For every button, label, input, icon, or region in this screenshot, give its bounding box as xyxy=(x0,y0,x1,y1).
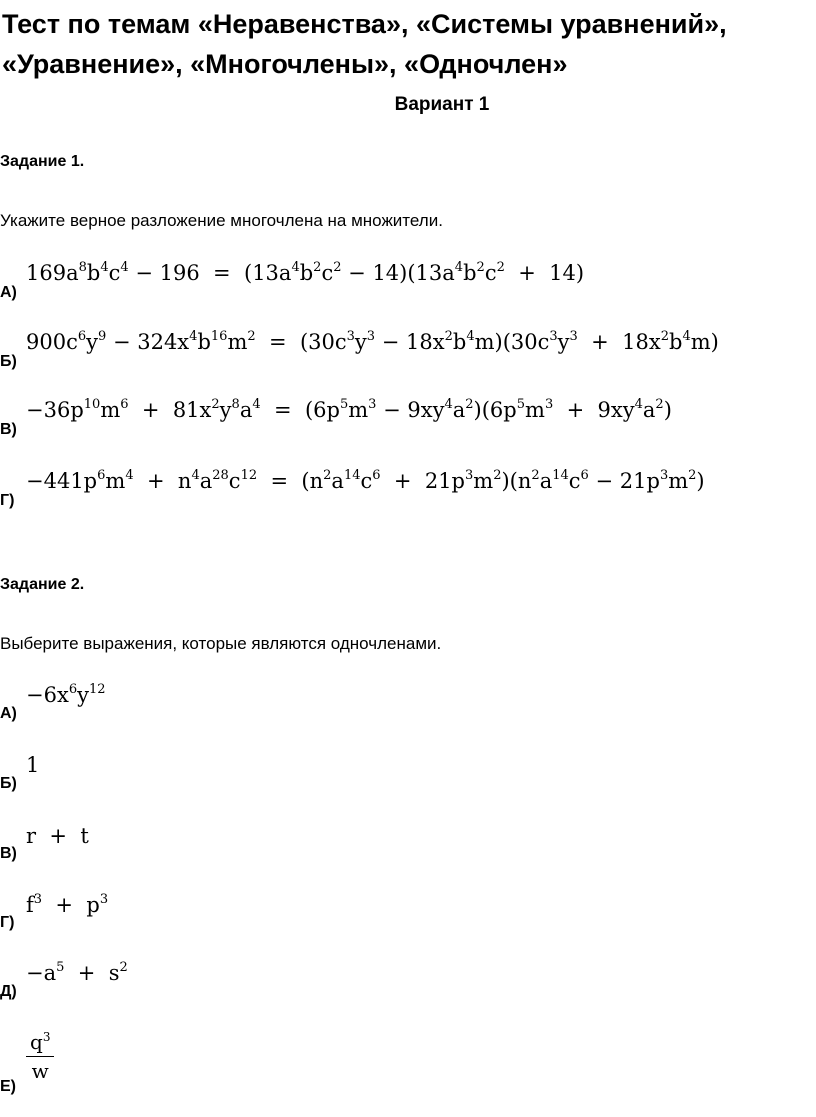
task-1-option-b-letter: Б) xyxy=(0,353,17,370)
task-1-option-c-formula: $-36p^{10}m^6 + 81x^2y^8a^4 = (6p^5m^3 - 9xy^4a^2)(6p^5m^3 + 9xy^4a^2)$ xyxy=(26,397,672,422)
task-2-option-d-letter: Г) xyxy=(0,914,15,931)
task-2-option-b-formula: 1 xyxy=(26,753,40,777)
task-2-instruction: Выберите выражения, которые являются одночленами. xyxy=(0,634,442,653)
task-2-heading: Задание 2. xyxy=(0,576,85,593)
task-1-option-c-letter: В) xyxy=(0,421,17,438)
task-2-option-c-formula: r + t xyxy=(26,824,89,848)
task-2-option-f-formula xyxy=(26,1030,54,1083)
page-title: Тест по темам «Неравенства», «Системы уравнений», «Уравнение», «Многочлены», «Одночлен» xyxy=(2,9,727,79)
task-2-option-e-letter: Д) xyxy=(0,983,17,1000)
task-1-instruction: Укажите верное разложение многочлена на множители. xyxy=(0,211,443,230)
task-1-option-d-formula: $-441p^6m^4 + n^4a^{28}c^{12} = (n^2a^{14}c^6 + 21p^3m^2)(n^2a^{14}c^6 - 21p^3m^2)$ xyxy=(26,468,705,493)
task-2-option-d-formula: $f^3 + p^3$ xyxy=(26,892,109,917)
task-2-option-e-formula: $-a^5 + s^2$ xyxy=(26,960,128,985)
task-2-option-b-letter: Б) xyxy=(0,775,17,792)
task-1-option-a-formula: $169a^8b^4c^4 - 196 = (13a^4b^2c^2 - 14)(13a^4b^2c^2 + 14)$ xyxy=(26,260,585,285)
task-1-option-d-letter: Г) xyxy=(0,492,15,509)
variant-heading: Вариант 1 xyxy=(394,94,490,115)
fraction-denominator: w xyxy=(31,1059,49,1083)
task-1-option-b-formula: $900c^6y^9 - 324x^4b^{16}m^2 = (30c^3y^3 - 18x^2b^4m)(30c^3y^3 + 18x^2b^4m)$ xyxy=(26,329,719,354)
task-2-option-a-formula: $-6x^6y^{12}$ xyxy=(26,682,106,707)
task-1-heading: Задание 1. xyxy=(0,153,85,170)
task-2-option-f-letter: Е) xyxy=(0,1078,16,1095)
task-1-option-a-letter: А) xyxy=(0,284,17,301)
task-2-option-c-letter: В) xyxy=(0,845,17,862)
task-2-option-a-letter: А) xyxy=(0,705,17,722)
fraction-numerator: $q^3$ xyxy=(26,1030,54,1057)
